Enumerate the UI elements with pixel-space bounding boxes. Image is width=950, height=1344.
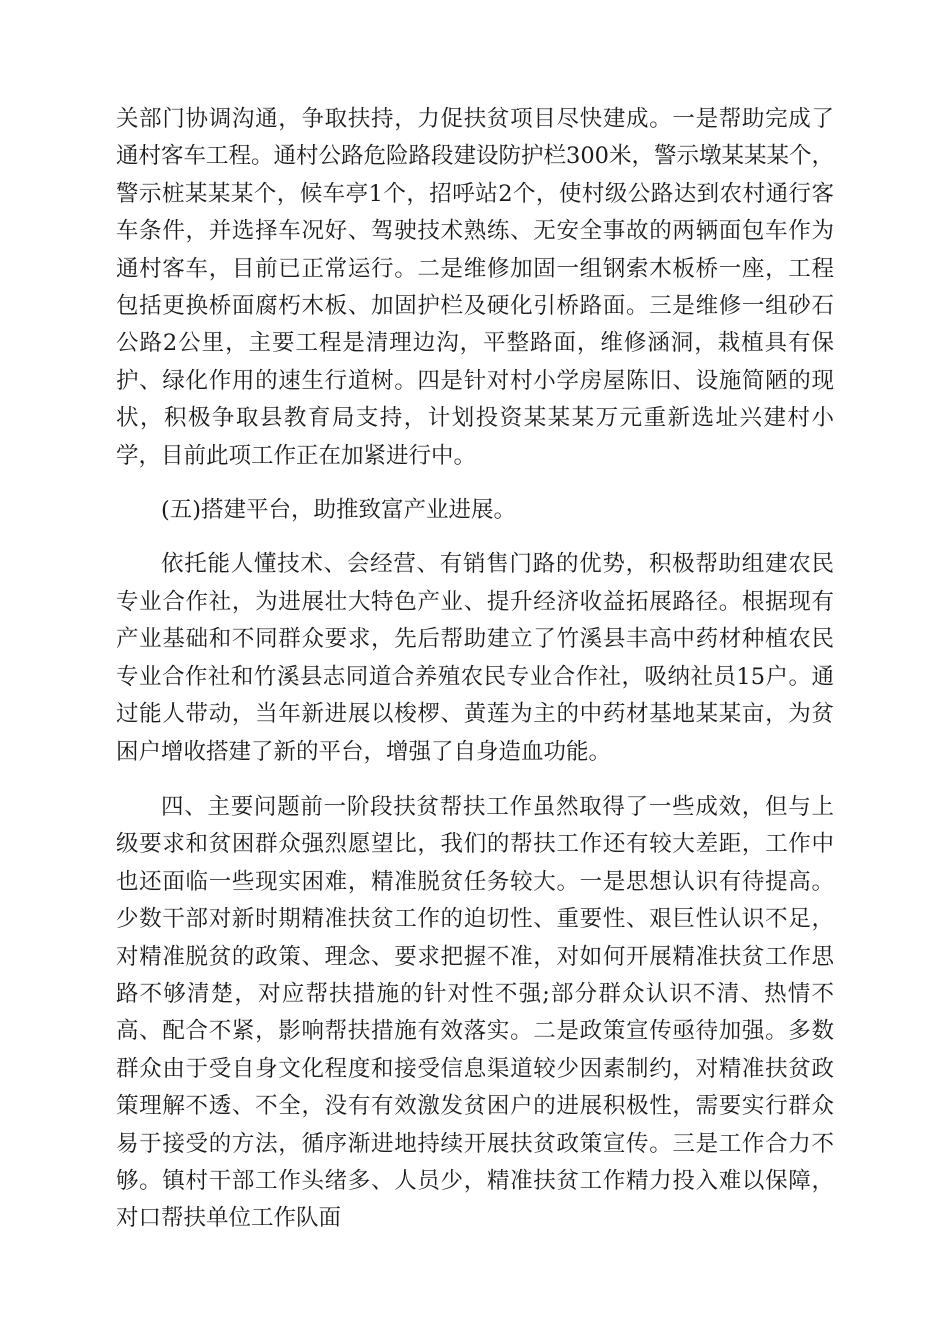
paragraph-main-problems: 四、主要问题前一阶段扶贫帮扶工作虽然取得了一些成效，但与上级要求和贫困群众强烈愿望比，我们的帮扶工作还有较大差距，工作中也还面临一些现实困难，精准脱贫任务较大。一是思想认识有待提高。少数干部对新时期精准扶贫工作的迫切性、重要性、艰巨性认识不足，对精准脱贫的政策、理念、要求把握不准，对如何开展精准扶贫工作思路不够清楚，对应帮扶措施的针对性不强;部分群众认识不清、热情不高、配合不紧，影响帮扶措施有效落实。二是政策宣传亟待加强。多数群众由于受自身文化程度和接受信息渠道较少因素制约，对精准扶贫政策理解不透、不全，没有有效激发贫困户的进展积极性，需要实行群众易于接受的方法，循序渐进地持续开展扶贫政策宣传。三是工作合力不够。镇村干部工作头绪多、人员少，精准扶贫工作精力投入难以保障，对口帮扶单位工作队面 (116, 793, 834, 1232)
paragraph-cooperatives: 依托能人懂技术、会经营、有销售门路的优势，积极帮助组建农民专业合作社，为进展壮大特色产业、提升经济收益拓展路径。根据现有产业基础和不同群众要求，先后帮助建立了竹溪县丰高中药材种植农民专业合作社和竹溪县志同道合养殖农民专业合作社，吸纳社员15户。通过能人带动，当年新进展以梭椤、黄莲为主的中药材基地某某亩，为贫困户增收搭建了新的平台，增强了自身造血功能。 (116, 551, 834, 765)
paragraph-infrastructure: 关部门协调沟通，争取扶持，力促扶贫项目尽快建成。一是帮助完成了通村客车工程。通村公路危险路段建设防护栏300米，警示墩某某某个，警示桩某某某个，候车亭1个，招呼站2个，使村级公路达到农村通行客车条件，并选择车况好、驾驶技术熟练、无安全事故的两辆面包车作为通村客车，目前已正常运行。二是维修加固一组钢索木板桥一座，工程包括更换桥面腐朽木板、加固护栏及硬化引桥路面。三是维修一组砂石公路2公里，主要工程是清理边沟，平整路面，维修涵洞，栽植具有保护、绿化作用的速生行道树。四是针对村小学房屋陈旧、设施简陋的现状，积极争取县教育局支持，计划投资某某某万元重新选址兴建村小学，目前此项工作正在加紧进行中。 (116, 106, 834, 469)
document-body (116, 101, 834, 1238)
section-heading-platform: (五)搭建平台，助推致富产业进展。 (161, 497, 517, 524)
